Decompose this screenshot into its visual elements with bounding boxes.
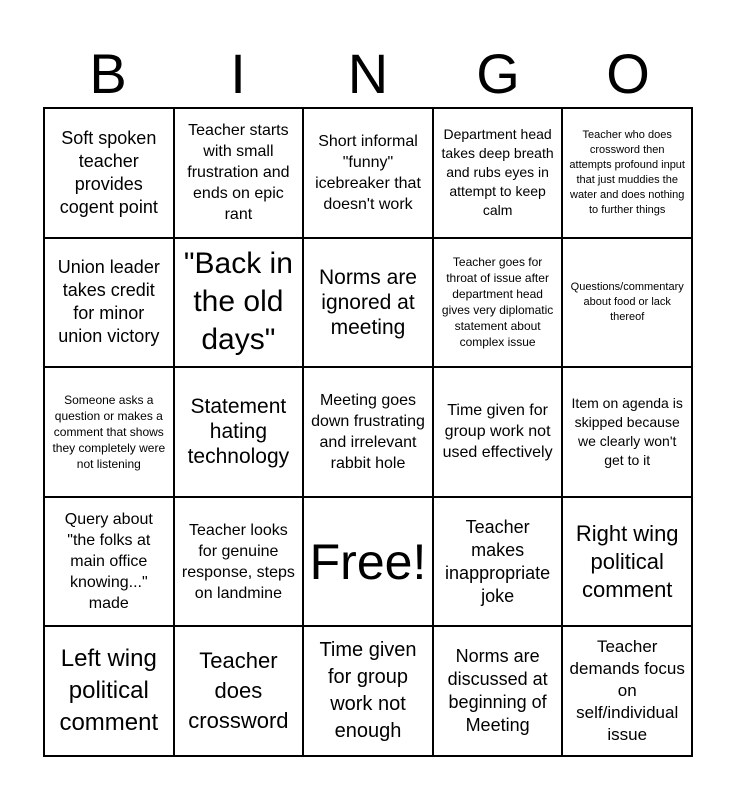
bingo-cell[interactable] bbox=[174, 238, 304, 368]
bingo-cell[interactable] bbox=[303, 108, 433, 238]
free-text: Free! bbox=[309, 533, 427, 590]
cell-text: Teacher starts with small frustration and ends on epic rant bbox=[187, 122, 290, 224]
bingo-cell[interactable] bbox=[44, 108, 174, 238]
cell-text: Time given for group work not used effectively bbox=[442, 402, 553, 462]
cell-text: Someone asks a question or makes a comment that shows they completely were not listening bbox=[52, 392, 166, 471]
bingo-cell[interactable] bbox=[44, 238, 174, 368]
cell-text: "Back in the old days" bbox=[183, 247, 293, 357]
bingo-cell[interactable] bbox=[174, 497, 304, 627]
bingo-cell[interactable] bbox=[303, 367, 433, 497]
cell-text: Time given for group work not enough bbox=[319, 639, 417, 743]
cell-text: Item on agenda is skipped because we clearly won't get to it bbox=[571, 394, 683, 468]
cell-text: Soft spoken teacher provides cogent point bbox=[59, 127, 158, 217]
header-letter-n: N bbox=[347, 42, 389, 105]
bingo-grid bbox=[43, 107, 693, 757]
cell-text: Teacher looks for genuine response, steps on landmine bbox=[181, 521, 295, 602]
bingo-cell[interactable] bbox=[433, 626, 563, 756]
cell-text: Department head takes deep breath and rubs eyes in attempt to keep calm bbox=[441, 126, 554, 219]
bingo-cell[interactable] bbox=[433, 367, 563, 497]
cell-text: Norms are ignored at meeting bbox=[318, 265, 417, 339]
cell-text: Teacher does crossword bbox=[188, 648, 289, 734]
bingo-cell[interactable] bbox=[433, 108, 563, 238]
cell-text: Short informal "funny" icebreaker that doesn't work bbox=[315, 132, 421, 213]
cell-text: Teacher demands focus on self/individual issue bbox=[569, 637, 685, 745]
cell-text: Teacher makes inappropriate joke bbox=[445, 516, 551, 606]
bingo-cell[interactable] bbox=[433, 238, 563, 368]
cell-text: Meeting goes down frustrating and irrelevant rabbit hole bbox=[311, 391, 425, 472]
bingo-cell[interactable] bbox=[44, 367, 174, 497]
bingo-cell[interactable] bbox=[303, 626, 433, 756]
bingo-cell[interactable] bbox=[174, 367, 304, 497]
cell-text: Query about "the folks at main office knowing..." made bbox=[64, 511, 153, 613]
cell-text: Right wing political comment bbox=[575, 520, 679, 602]
cell-text: Left wing political comment bbox=[59, 645, 159, 737]
bingo-cell[interactable] bbox=[44, 497, 174, 627]
bingo-cell[interactable] bbox=[562, 108, 692, 238]
cell-text: Questions/commentary about food or lack thereof bbox=[570, 280, 684, 323]
cell-text: Teacher who does crossword then attempts profound input that just muddies the water and does nothing to further things bbox=[569, 128, 685, 216]
cell-text: Norms are discussed at beginning of Meeting bbox=[447, 646, 548, 736]
cell-text: Union leader takes credit for minor union victory bbox=[57, 257, 160, 347]
cell-text: Statement hating technology bbox=[187, 395, 290, 469]
header-letter-o: O bbox=[606, 42, 650, 105]
free-cell[interactable] bbox=[303, 497, 433, 627]
header-letter-i: I bbox=[230, 42, 246, 105]
header-letter-b: B bbox=[89, 42, 127, 105]
bingo-cell[interactable] bbox=[174, 626, 304, 756]
bingo-cell[interactable] bbox=[44, 626, 174, 756]
bingo-cell[interactable] bbox=[174, 108, 304, 238]
bingo-header bbox=[43, 40, 693, 108]
bingo-cell[interactable] bbox=[562, 626, 692, 756]
bingo-cell[interactable] bbox=[303, 238, 433, 368]
bingo-cell[interactable] bbox=[433, 497, 563, 627]
cell-text: Teacher goes for throat of issue after department head gives very diplomatic statement about complex issue bbox=[441, 255, 554, 350]
bingo-cell[interactable] bbox=[562, 238, 692, 368]
bingo-cell[interactable] bbox=[562, 497, 692, 627]
bingo-cell[interactable] bbox=[562, 367, 692, 497]
header-letter-g: G bbox=[476, 42, 520, 105]
